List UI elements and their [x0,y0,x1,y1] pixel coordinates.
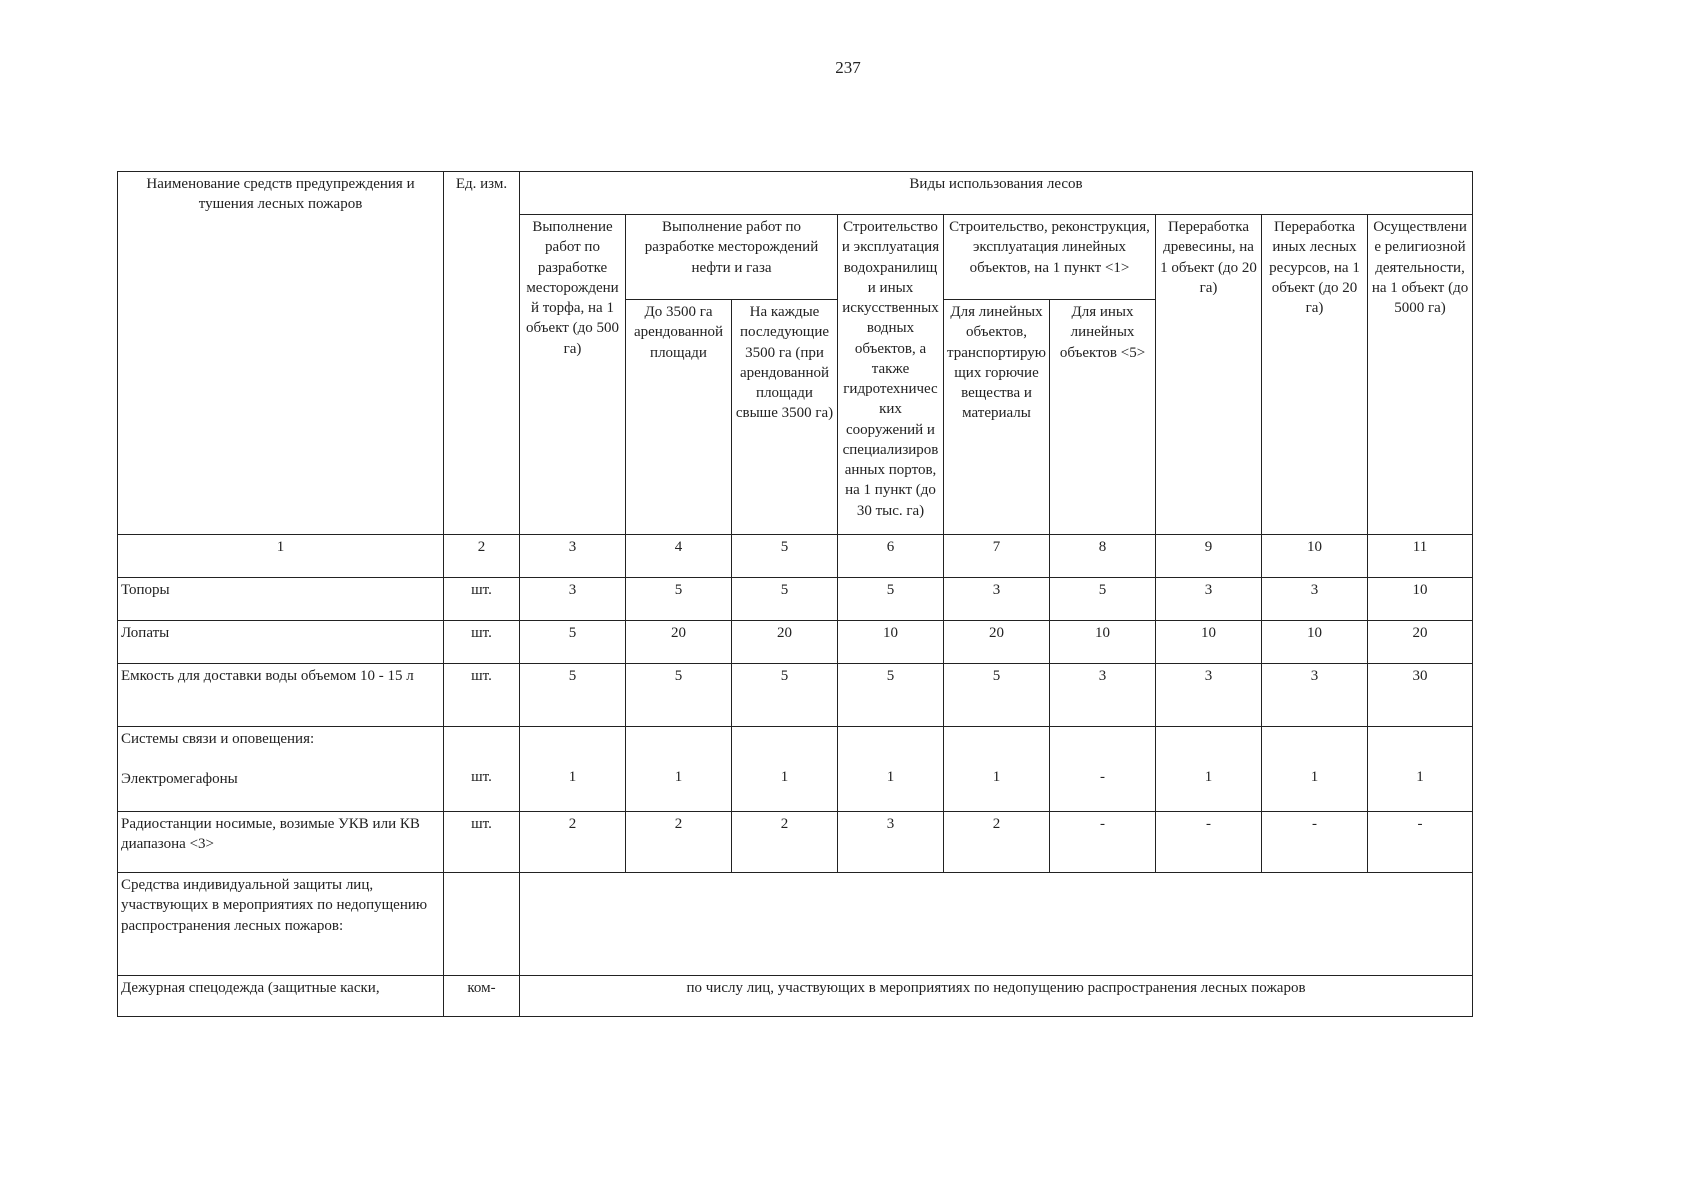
row-value: 20 [1368,621,1473,664]
row-value: 5 [520,621,626,664]
row-name: Радиостанции носимые, возимые УКВ или КВ диапазона <3> [118,812,444,873]
col-number: 11 [1368,535,1473,578]
header-linear: Строительство, реконструкция, эксплуатация линейных объектов, на 1 пункт <1> [944,215,1156,300]
header-col-10: Переработка иных лесных ресурсов, на 1 объект (до 20 га) [1262,215,1368,535]
row-value: 1 [626,727,732,812]
col-number: 7 [944,535,1050,578]
row-value: 10 [1050,621,1156,664]
row-value: 5 [520,664,626,727]
table-row [118,727,1473,812]
header-unit-column: Ед. изм. [444,172,520,535]
row-unit: шт. [444,812,520,873]
row-value: - [1050,812,1156,873]
row-unit: ком- [444,976,520,1017]
row-value: 3 [1156,664,1262,727]
row-unit: шт. [444,664,520,727]
row-value: 3 [1156,578,1262,621]
col-number: 8 [1050,535,1156,578]
row-name: Дежурная спецодежда (защитные каски, [118,976,444,1017]
row-value: 5 [944,664,1050,727]
row-value: 20 [626,621,732,664]
header-oil-gas: Выполнение работ по разработке месторождений нефти и газа [626,215,838,300]
col-number: 5 [732,535,838,578]
row-merged-note: по числу лиц, участвующих в мероприятиях по недопущению распространения лесных пожаров [520,976,1473,1017]
section-title: Системы связи и оповещения: [121,731,315,747]
row-value: 1 [944,727,1050,812]
row-unit [444,873,520,976]
header-name-column: Наименование средств предупреждения и тушения лесных пожаров [118,172,444,535]
row-value: 10 [1262,621,1368,664]
row-name: Топоры [118,578,444,621]
row-value: 10 [1368,578,1473,621]
row-value: 5 [626,578,732,621]
row-value: 5 [626,664,732,727]
row-value: 3 [1262,578,1368,621]
row-name: Емкость для доставки воды объемом 10 - 15 л [118,664,444,727]
row-value: 1 [1156,727,1262,812]
header-col-6: Строительство и эксплуатация водохранилищ и иных искусственных водных объектов, а также гидротехнических сооружений и специализированных портов, на 1 пункт (до 30 тыс. га) [838,215,944,535]
row-value: 20 [732,621,838,664]
row-value: 10 [838,621,944,664]
header-group-title: Виды использования лесов [520,172,1473,215]
row-value: 5 [838,664,944,727]
row-name-item: Электромегафоны [121,771,238,788]
row-name: Лопаты [118,621,444,664]
col-number: 10 [1262,535,1368,578]
col-number: 2 [444,535,520,578]
col-number: 9 [1156,535,1262,578]
row-value: 1 [1368,727,1473,812]
row-value: 30 [1368,664,1473,727]
table-row [118,578,1473,621]
row-value: 2 [944,812,1050,873]
row-value: 2 [626,812,732,873]
row-value: 3 [944,578,1050,621]
row-value: 3 [838,812,944,873]
header-col-8: Для иных линейных объектов <5> [1050,300,1156,535]
row-unit: шт. [444,578,520,621]
row-value: 5 [1050,578,1156,621]
row-value: 10 [1156,621,1262,664]
row-value: 5 [838,578,944,621]
row-value: 1 [838,727,944,812]
forest-fire-equipment-table [117,171,1473,1017]
table-row [118,873,1473,976]
page-number: 237 [835,58,861,77]
header-col-9: Переработка древесины, на 1 объект (до 20 га) [1156,215,1262,535]
header-col-11: Осуществление религиозной деятельности, на 1 объект (до 5000 га) [1368,215,1473,535]
row-value: 5 [732,578,838,621]
row-unit: шт. [444,621,520,664]
row-value: 20 [944,621,1050,664]
row-value: 2 [732,812,838,873]
header-col-4: До 3500 га арендованной площади [626,300,732,535]
table-row [118,621,1473,664]
col-number: 1 [118,535,444,578]
table-row [118,664,1473,727]
table-row [118,812,1473,873]
header-col-5: На каждые последующие 3500 га (при арендованной площади свыше 3500 га) [732,300,838,535]
row-value: 1 [520,727,626,812]
row-value: - [1050,727,1156,812]
row-value: 1 [732,727,838,812]
row-value: 3 [1262,664,1368,727]
row-value: - [1262,812,1368,873]
row-value: 3 [1050,664,1156,727]
table-row [118,976,1473,1017]
row-value: 2 [520,812,626,873]
row-value: 5 [732,664,838,727]
row-name [118,727,444,812]
row-value: - [1156,812,1262,873]
row-name: Средства индивидуальной защиты лиц, участвующих в мероприятиях по недопущению распространения лесных пожаров: [118,873,444,976]
header-col-3: Выполнение работ по разработке месторождений торфа, на 1 объект (до 500 га) [520,215,626,535]
col-number: 4 [626,535,732,578]
header-col-7: Для линейных объектов, транспортирующих горючие вещества и материалы [944,300,1050,535]
column-numbers-row [118,535,1473,578]
row-value: 1 [1262,727,1368,812]
row-unit: шт. [444,727,520,812]
row-value: - [1368,812,1473,873]
col-number: 6 [838,535,944,578]
row-merged-empty [520,873,1473,976]
row-value: 3 [520,578,626,621]
col-number: 3 [520,535,626,578]
